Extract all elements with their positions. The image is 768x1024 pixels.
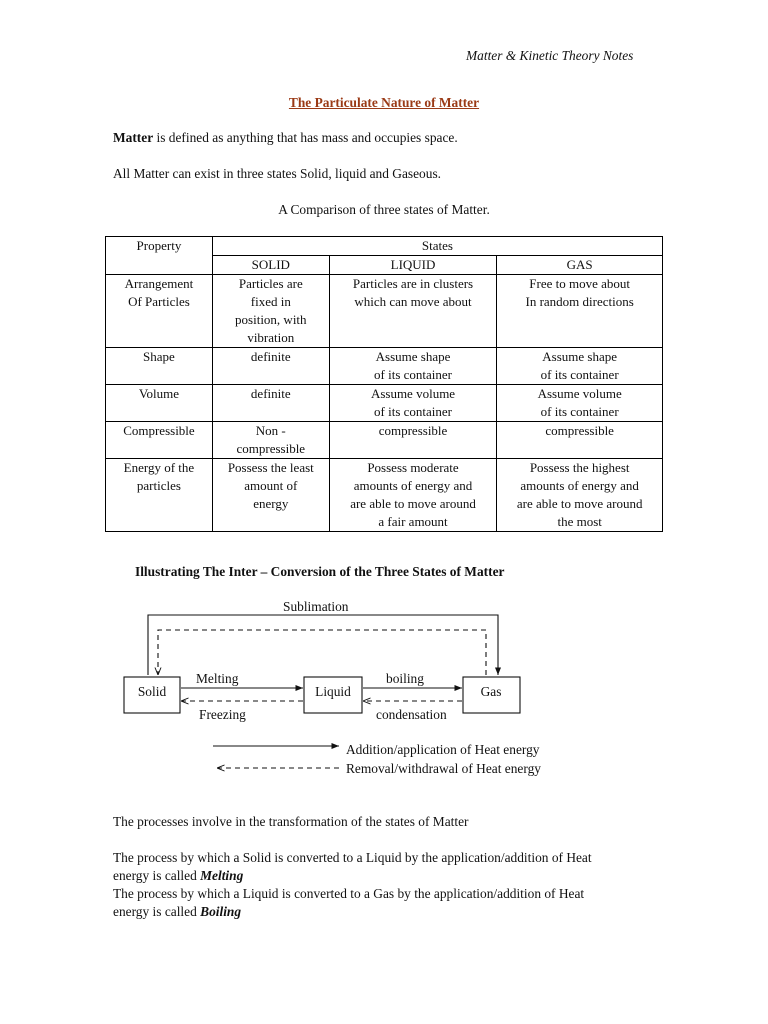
cell-line: of its container [540,367,619,382]
cell-line: position, with [235,312,307,327]
cell-line: amounts of energy and [353,478,473,493]
page-title: The Particulate Nature of Matter [288,95,480,110]
legend-add-label: Addition/application of Heat energy [346,742,540,757]
boiling-label: boiling [386,671,424,686]
cell-line: Shape [143,349,175,364]
cell-gas [497,275,663,348]
cell-line: which can move about [354,294,472,309]
boiling-term: Boiling [200,904,242,919]
solid-box [124,677,180,713]
cell-solid [212,422,329,459]
cell-line: Assume shape [375,349,451,364]
cell-line: Assume volume [537,386,622,401]
column-solid: SOLID [212,256,329,275]
freezing-label: Freezing [199,707,246,722]
condensation-label: condensation [376,707,447,722]
cell-line: Compressible [123,423,195,438]
legend-remove-label: Removal/withdrawal of Heat energy [346,761,541,776]
cell-gas [497,385,663,422]
table-row [106,348,663,385]
cell-line: Possess the highest [529,460,630,475]
cell-line: Assume volume [370,386,456,401]
cell-line: Particles are in clusters [352,276,474,291]
gas-box [463,677,520,713]
cell-line: Of Particles [128,294,190,309]
table-row [106,459,663,532]
cell-line: compressible [545,423,614,438]
gas-label: Gas [480,684,502,699]
matter-definition [113,129,458,147]
cell-gas [497,348,663,385]
cell-line: a fair amount [378,514,448,529]
cell-liquid [329,459,497,532]
cell-line: are able to move around [516,496,643,511]
cell-line: amount of [244,478,298,493]
cell-line: Assume shape [542,349,618,364]
cell-line: Arrangement [124,276,194,291]
cell-line: of its container [374,367,452,382]
cell-line: are able to move around [350,496,476,511]
cell-line: definite [250,349,291,364]
cell-line: Possess moderate [367,460,459,475]
cell-line: particles [136,478,181,493]
sublimation-label: Sublimation [283,599,349,614]
melting-label: Melting [196,671,239,686]
cell-line: Energy of the [123,460,195,475]
processes-intro: The processes involve in the transformation of the states of Matter [113,814,469,829]
liquid-label: Liquid [315,684,351,699]
melting-term: Melting [200,868,244,883]
table-caption: A Comparison of three states of Matter. [278,202,490,217]
row-property [106,385,213,422]
page-header: Matter & Kinetic Theory Notes [466,48,634,63]
melting-line-1: The process by which a Solid is converted to a Liquid by the application/addition of Heat [113,850,592,865]
column-liquid: LIQUID [329,256,497,275]
table-header-row [106,237,663,256]
cell-line: Volume [138,386,180,401]
cell-solid [212,348,329,385]
cell-line: Particles are [238,276,303,291]
cell-liquid [329,385,497,422]
cell-liquid [329,348,497,385]
boiling-paragraph [113,885,584,921]
cell-line: fixed in [250,294,291,309]
states-header: States [212,237,662,256]
row-property [106,348,213,385]
boiling-line-1: The process by which a Liquid is converted to a Gas by the application/addition of Heat [113,886,585,901]
cell-gas [497,422,663,459]
cell-line: In random directions [525,294,634,309]
table-row [106,422,663,459]
cell-gas [497,459,663,532]
table-row [106,275,663,348]
diagram-heading: Illustrating The Inter – Conversion of the Three States of Matter [135,564,505,579]
cell-line: Free to move about [529,276,631,291]
matter-definition-text: is defined as anything that has mass and occupies space. [153,130,458,145]
cell-line: compressible [378,423,448,438]
melting-prefix: energy is called [113,868,201,883]
boiling-line-2 [113,903,584,921]
cell-line: of its container [374,404,452,419]
liquid-box [304,677,362,713]
melting-line-2 [113,867,592,885]
cell-liquid [329,422,497,459]
states-line: All Matter can exist in three states Solid, liquid and Gaseous. [113,166,442,181]
cell-liquid [329,275,497,348]
row-property [106,422,213,459]
cell-line: compressible [236,441,306,456]
cell-solid [212,275,329,348]
solid-label: Solid [137,684,167,699]
row-property [106,275,213,348]
cell-solid [212,459,329,532]
matter-term: Matter [113,130,154,145]
deposition-arrow [158,630,486,675]
cell-line: definite [250,386,291,401]
boiling-prefix: energy is called [113,904,201,919]
cell-line: Non - [255,423,286,438]
cell-solid [212,385,329,422]
states-conversion-diagram [0,590,768,780]
cell-line: the most [557,514,602,529]
cell-line: amounts of energy and [520,478,639,493]
table-row [106,385,663,422]
cell-line: of its container [540,404,619,419]
cell-line: Possess the least [227,460,314,475]
property-header: Property [106,237,213,275]
row-property [106,459,213,532]
cell-line: energy [253,496,289,511]
sublimation-arrow [148,615,498,675]
cell-line: vibration [247,330,295,345]
states-comparison-table [105,236,663,532]
column-gas: GAS [497,256,663,275]
melting-paragraph [113,849,592,885]
